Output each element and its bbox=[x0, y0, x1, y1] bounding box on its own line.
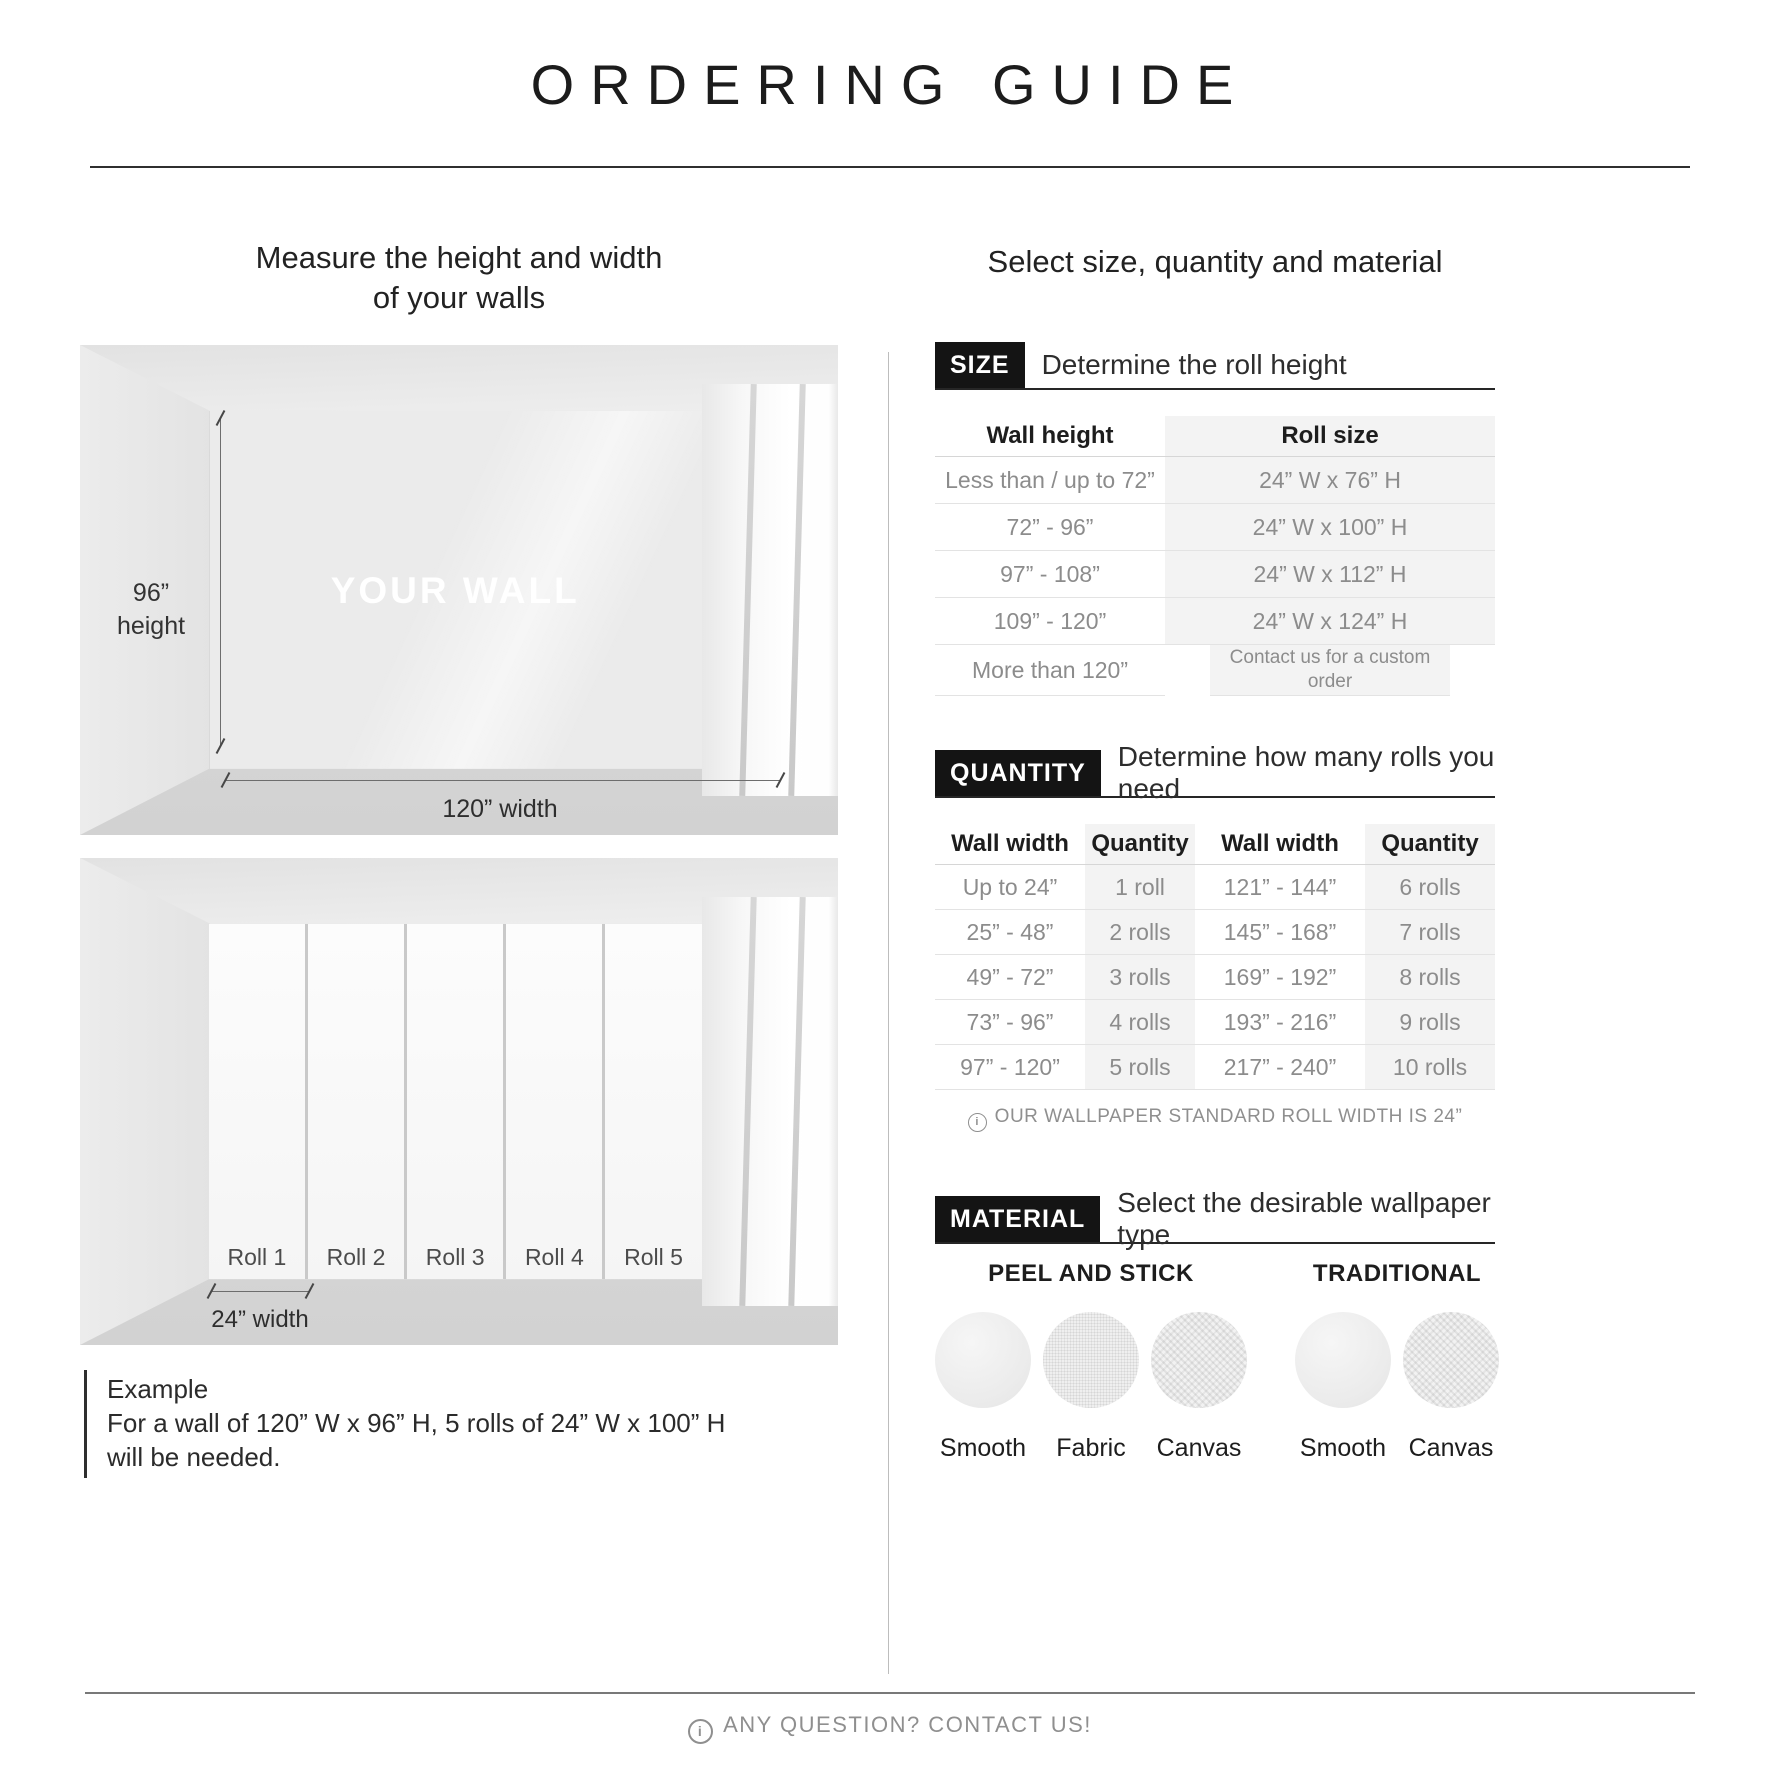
size-cell-roll: Contact us for a custom order bbox=[1210, 645, 1450, 696]
window-frame-bar bbox=[739, 897, 756, 1306]
qty-cell: 3 rolls bbox=[1085, 955, 1195, 1000]
size-cell-roll: 24” W x 112” H bbox=[1165, 551, 1495, 598]
fabric-texture-swatch bbox=[1043, 1312, 1139, 1408]
roll-label: Roll 2 bbox=[326, 1244, 386, 1271]
window-wall-return bbox=[828, 384, 838, 796]
roll-width-label: 24” width bbox=[211, 1306, 309, 1333]
size-section-header bbox=[935, 342, 1495, 390]
wallpaper-roll-panels bbox=[209, 924, 702, 1280]
roll-label: Roll 4 bbox=[524, 1244, 584, 1271]
canvas-texture-swatch bbox=[1403, 1312, 1499, 1408]
roll-width-dimension-line bbox=[211, 1291, 309, 1292]
material-group-name: TRADITIONAL bbox=[1312, 1260, 1482, 1287]
material-swatches bbox=[935, 1312, 1247, 1463]
size-table bbox=[935, 416, 1495, 696]
material-section-title: Select the desirable wallpaper type bbox=[1117, 1187, 1491, 1250]
room-window bbox=[702, 384, 838, 796]
column-divider-line bbox=[888, 352, 889, 1674]
window-wall-return bbox=[828, 897, 838, 1306]
footer-contact bbox=[0, 1712, 1780, 1744]
material-group-peel-and-stick bbox=[935, 1260, 1247, 1463]
page-title: ORDERING GUIDE bbox=[530, 53, 1250, 116]
quantity-section-header bbox=[935, 741, 1495, 804]
qty-cell: 4 rolls bbox=[1085, 1000, 1195, 1045]
size-cell-wall: 72” - 96” bbox=[935, 504, 1165, 551]
note-text: OUR WALLPAPER STANDARD ROLL WIDTH IS 24” bbox=[994, 1106, 1463, 1127]
qty-cell: 2 rolls bbox=[1085, 910, 1195, 955]
wall-height-label bbox=[98, 577, 204, 643]
footer-divider-line bbox=[85, 1692, 1695, 1694]
material-option-fabric bbox=[1043, 1312, 1139, 1463]
qty-col-header: Quantity bbox=[1365, 824, 1495, 865]
material-option-label: Smooth bbox=[1299, 1434, 1387, 1462]
roll-label: Roll 3 bbox=[425, 1244, 485, 1271]
size-badge: SIZE bbox=[935, 342, 1025, 388]
size-section bbox=[935, 342, 1495, 696]
roll-panel-2 bbox=[308, 924, 404, 1280]
size-cell-roll: 24” W x 76” H bbox=[1165, 457, 1495, 504]
window-frame-bar bbox=[789, 384, 806, 796]
material-option-canvas bbox=[1403, 1312, 1499, 1463]
room-left-wall bbox=[80, 858, 210, 1345]
quantity-section-title: Determine how many rolls you need bbox=[1117, 741, 1495, 804]
wall-height-word: height bbox=[116, 612, 186, 640]
material-option-label: Fabric bbox=[1056, 1434, 1126, 1462]
material-section bbox=[935, 1187, 1495, 1463]
canvas-texture-swatch bbox=[1151, 1312, 1247, 1408]
size-col-header-wall: Wall height bbox=[935, 416, 1165, 457]
material-section-header bbox=[935, 1187, 1495, 1250]
material-option-label: Canvas bbox=[1156, 1434, 1242, 1462]
material-option-smooth bbox=[935, 1312, 1031, 1463]
left-heading-line1: Measure the height and width bbox=[255, 240, 663, 275]
left-heading-line2: of your walls bbox=[372, 280, 546, 315]
quantity-table bbox=[935, 824, 1495, 1090]
qty-cell: 121” - 144” bbox=[1195, 865, 1365, 910]
height-dimension-line bbox=[220, 419, 221, 747]
roll-label: Roll 1 bbox=[227, 1244, 287, 1271]
material-option-canvas bbox=[1151, 1312, 1247, 1463]
roll-panel-5 bbox=[605, 924, 701, 1280]
window-frame-bar bbox=[789, 897, 806, 1306]
example-block bbox=[84, 1370, 747, 1478]
qty-col-header: Wall width bbox=[935, 824, 1085, 865]
size-cell-roll: 24” W x 100” H bbox=[1165, 504, 1495, 551]
your-wall-text: YOUR WALL bbox=[330, 570, 580, 612]
qty-cell: 10 rolls bbox=[1365, 1045, 1495, 1090]
qty-cell: 145” - 168” bbox=[1195, 910, 1365, 955]
size-section-title: Determine the roll height bbox=[1041, 349, 1347, 380]
example-line1: For a wall of 120” W x 96” H, 5 rolls of 24” W x 100” H bbox=[107, 1408, 726, 1438]
qty-cell: 6 rolls bbox=[1365, 865, 1495, 910]
width-dimension-line bbox=[225, 780, 780, 781]
qty-cell: 1 roll bbox=[1085, 865, 1195, 910]
qty-cell: Up to 24” bbox=[935, 865, 1085, 910]
qty-cell: 217” - 240” bbox=[1195, 1045, 1365, 1090]
size-cell-wall: More than 120” bbox=[935, 645, 1165, 696]
room-window bbox=[702, 897, 838, 1306]
material-badge: MATERIAL bbox=[935, 1196, 1100, 1242]
quantity-badge: QUANTITY bbox=[935, 750, 1101, 796]
wall-width-label: 120” width bbox=[442, 795, 558, 823]
size-cell-wall: 109” - 120” bbox=[935, 598, 1165, 645]
material-option-label: Smooth bbox=[939, 1434, 1027, 1462]
left-column-heading bbox=[80, 238, 838, 318]
roll-label: Roll 5 bbox=[624, 1244, 683, 1271]
example-line2: will be needed. bbox=[107, 1442, 281, 1472]
right-column-heading: Select size, quantity and material bbox=[987, 244, 1443, 279]
room-diagram-rolls bbox=[80, 858, 838, 1345]
qty-col-header: Wall width bbox=[1195, 824, 1365, 865]
size-cell-wall: Less than / up to 72” bbox=[935, 457, 1165, 504]
quantity-section bbox=[935, 741, 1495, 1090]
qty-cell: 193” - 216” bbox=[1195, 1000, 1365, 1045]
top-divider-line bbox=[90, 166, 1690, 168]
size-cell-roll: 24” W x 124” H bbox=[1165, 598, 1495, 645]
qty-cell: 8 rolls bbox=[1365, 955, 1495, 1000]
material-swatches bbox=[1295, 1312, 1499, 1463]
qty-cell: 97” - 120” bbox=[935, 1045, 1085, 1090]
smooth-texture-swatch bbox=[1295, 1312, 1391, 1408]
roll-panel-4 bbox=[506, 924, 602, 1280]
info-icon: i bbox=[968, 1113, 987, 1132]
qty-cell: 49” - 72” bbox=[935, 955, 1085, 1000]
roll-width-note bbox=[935, 1106, 1495, 1132]
window-frame-bar bbox=[739, 384, 756, 796]
room-diagram-measure bbox=[80, 345, 838, 835]
material-option-label: Canvas bbox=[1408, 1434, 1494, 1462]
qty-cell: 25” - 48” bbox=[935, 910, 1085, 955]
qty-cell: 5 rolls bbox=[1085, 1045, 1195, 1090]
material-groups bbox=[935, 1260, 1495, 1463]
info-icon: i bbox=[688, 1719, 713, 1744]
qty-cell: 169” - 192” bbox=[1195, 955, 1365, 1000]
material-option-smooth bbox=[1295, 1312, 1391, 1463]
footer-text: ANY QUESTION? CONTACT US! bbox=[723, 1712, 1092, 1737]
example-heading: Example bbox=[107, 1374, 209, 1404]
wall-height-value: 96” bbox=[132, 579, 170, 607]
qty-col-header: Quantity bbox=[1085, 824, 1195, 865]
size-cell-wall: 97” - 108” bbox=[935, 551, 1165, 598]
size-col-header-roll: Roll size bbox=[1165, 416, 1495, 457]
qty-cell: 7 rolls bbox=[1365, 910, 1495, 955]
material-group-traditional bbox=[1295, 1260, 1499, 1463]
qty-cell: 9 rolls bbox=[1365, 1000, 1495, 1045]
roll-panel-3 bbox=[407, 924, 503, 1280]
roll-panel-1 bbox=[209, 924, 305, 1280]
qty-cell: 73” - 96” bbox=[935, 1000, 1085, 1045]
smooth-texture-swatch bbox=[935, 1312, 1031, 1408]
material-group-name: PEEL AND STICK bbox=[988, 1260, 1194, 1287]
